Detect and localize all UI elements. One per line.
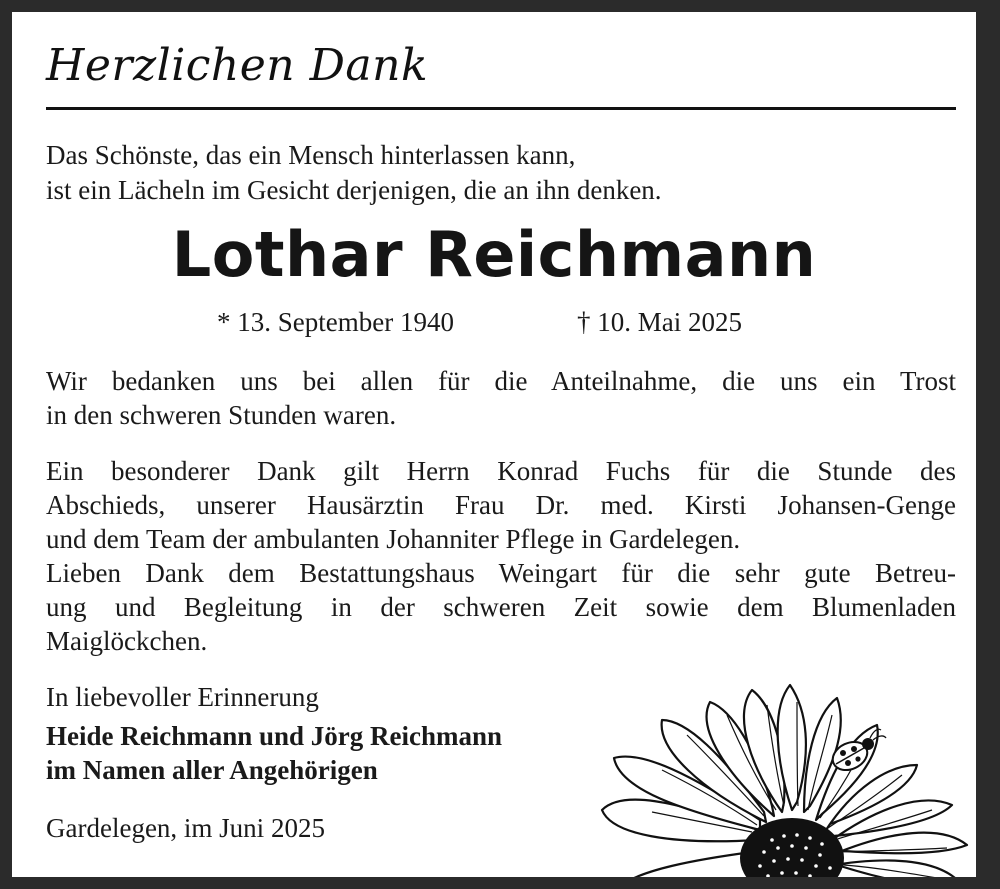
heading-rule — [46, 107, 956, 110]
paragraph-line: Abschieds, unserer Hausärztin Frau Dr. med. Kirsti Johansen-Genge — [46, 490, 956, 520]
quote-line: ist ein Lächeln im Gesicht derjenigen, die an ihn denken. — [46, 175, 662, 205]
obituary-card — [12, 12, 976, 877]
paragraph-line: ung und Begleitung in der schweren Zeit sowie dem Blumenladen — [46, 592, 956, 622]
quote-line: Das Schönste, das ein Mensch hinterlassen kann, — [46, 140, 576, 170]
paragraph-line: Wir bedanken uns bei allen für die Anteilnahme, die uns ein Trost — [46, 366, 956, 396]
death-date: † 10. Mai 2025 — [577, 307, 742, 337]
paragraph-line: in den schweren Stunden waren. — [46, 400, 397, 430]
sunflower-icon — [592, 680, 976, 877]
deceased-name: Lothar Reichmann — [171, 218, 817, 291]
closing-intro: In liebevoller Erinnerung — [46, 682, 319, 712]
paragraph-line: Lieben Dank dem Bestattungshaus Weingart für die sehr gute Betreu- — [46, 558, 956, 588]
closing-behalf: im Namen aller Angehörigen — [46, 755, 378, 785]
closing-place-date: Gardelegen, im Juni 2025 — [46, 813, 325, 843]
paragraph-line: Maiglöckchen. — [46, 626, 208, 656]
heading-title: Herzlichen Dank — [46, 40, 429, 91]
paragraph-line: Ein besonderer Dank gilt Herrn Konrad Fuchs für die Stunde des — [46, 456, 956, 486]
birth-date: * 13. September 1940 — [217, 307, 454, 337]
closing-signers: Heide Reichmann und Jörg Reichmann — [46, 721, 503, 751]
paragraph-line: und dem Team der ambulanten Johanniter Pflege in Gardelegen. — [46, 524, 741, 554]
